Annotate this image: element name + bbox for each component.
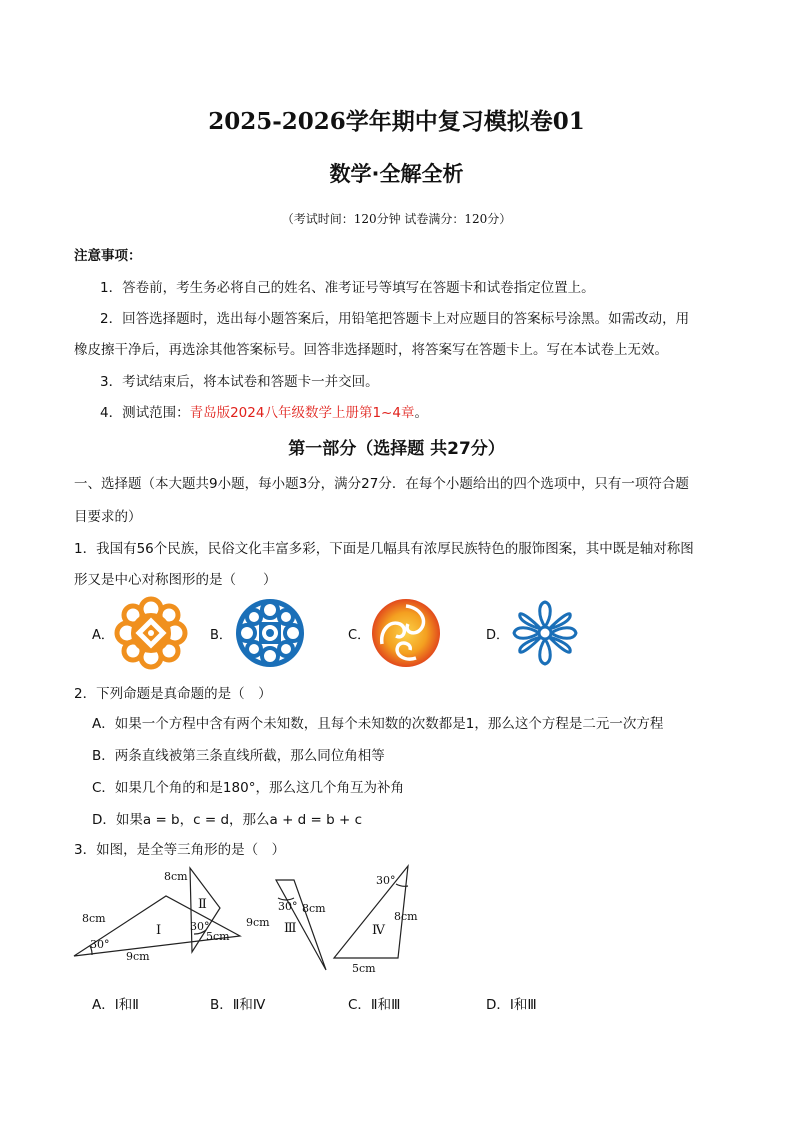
pattern-b-image [232, 596, 308, 670]
notes-item-3: 3．考试结束后，将本试卷和答题卡一并交回。 [100, 374, 379, 390]
q1-option-a-label: A． [92, 628, 114, 643]
q1-stem-line-1: 1．我国有56个民族，民俗文化丰富多彩，下面是几幅具有浓厚民族特色的服饰图案，其中既是轴对称图 [74, 541, 694, 557]
triangle-4-side-a: 8cm [394, 910, 418, 923]
section-desc-line-2: 目要求的） [74, 509, 142, 525]
q2-option-b: B．两条直线被第三条直线所截，那么同位角相等 [92, 748, 385, 764]
triangle-2-side-b: 5cm [206, 930, 230, 943]
pattern-a-image [113, 595, 189, 671]
scope-range: 青岛版2024八年级数学上册第1~4章 [189, 405, 415, 421]
q3-option-b: B．Ⅱ和Ⅳ [210, 997, 266, 1013]
part1-heading: 第一部分（选择题 共27分） [288, 439, 505, 459]
triangle-1-label: Ⅰ [156, 923, 162, 938]
triangle-3-label: Ⅲ [284, 921, 297, 936]
q1-option-b-label: B． [210, 628, 232, 643]
q3-option-d: D．Ⅰ和Ⅲ [486, 997, 537, 1013]
q3-triangles-figure [70, 860, 430, 980]
triangle-3-angle: 30° [278, 900, 298, 913]
notes-heading: 注意事项： [74, 248, 142, 264]
pattern-d-image [508, 596, 582, 670]
page-title: 2025-2026学年期中复习模拟卷01 [208, 108, 585, 135]
q2-option-a: A．如果一个方程中含有两个未知数，且每个未知数的次数都是1，那么这个方程是二元一次方程 [92, 716, 664, 732]
q3-option-a: A．Ⅰ和Ⅱ [92, 997, 139, 1013]
q3-option-c: C．Ⅱ和Ⅲ [348, 997, 401, 1013]
section-desc-line-1: 一、选择题（本大题共9小题，每小题3分，满分27分．在每个小题给出的四个选项中，只有一项符合题 [74, 476, 689, 492]
notes-item-2-line-1: 2．回答选择题时，选出每小题答案后，用铅笔把答题卡上对应题目的答案标号涂黑。如需改动，用 [100, 311, 690, 327]
q2-option-d: D．如果a = b，c = d，那么a + d = b + c [92, 812, 363, 828]
page-subtitle: 数学·全解全析 [329, 162, 464, 186]
notes-item-1: 1．答卷前，考生务必将自己的姓名、准考证号等填写在答题卡和试卷指定位置上。 [100, 280, 595, 296]
notes-item-2-line-2: 橡皮擦干净后，再选涂其他答案标号。回答非选择题时，将答案写在答题卡上。写在本试卷上无效。 [74, 342, 668, 358]
scope-label: 4．测试范围： [100, 405, 190, 421]
triangle-2-side-a: 8cm [164, 870, 188, 883]
triangle-4-side-b: 5cm [352, 962, 376, 975]
triangle-1-side-a: 8cm [82, 912, 106, 925]
triangle-2-angle: 30° [190, 920, 210, 933]
triangle-4-angle: 30° [376, 874, 396, 887]
triangle-1-side-b: 9cm [126, 950, 150, 963]
triangle-2-label: Ⅱ [198, 897, 207, 912]
q2-option-c: C．如果几个角的和是180°，那么这几个角互为补角 [92, 780, 404, 796]
q1-stem-line-2: 形又是中心对称图形的是（ ） [74, 572, 277, 588]
triangle-4-label: Ⅳ [372, 923, 385, 938]
triangle-3-side-a: 9cm [246, 916, 270, 929]
exam-info: （考试时间：120分钟 试卷满分：120分） [281, 212, 512, 226]
q1-option-c-label: C． [348, 628, 371, 643]
q1-option-d-label: D． [486, 628, 510, 643]
scope-end: 。 [414, 405, 428, 421]
q3-stem: 3．如图，是全等三角形的是（ ） [74, 842, 286, 858]
pattern-c-image [370, 596, 442, 670]
notes-item-4 [100, 401, 428, 421]
triangle-1-angle: 30° [90, 938, 110, 951]
q2-stem: 2．下列命题是真命题的是（ ） [74, 686, 272, 702]
triangle-3-side-b: 8cm [302, 902, 326, 915]
